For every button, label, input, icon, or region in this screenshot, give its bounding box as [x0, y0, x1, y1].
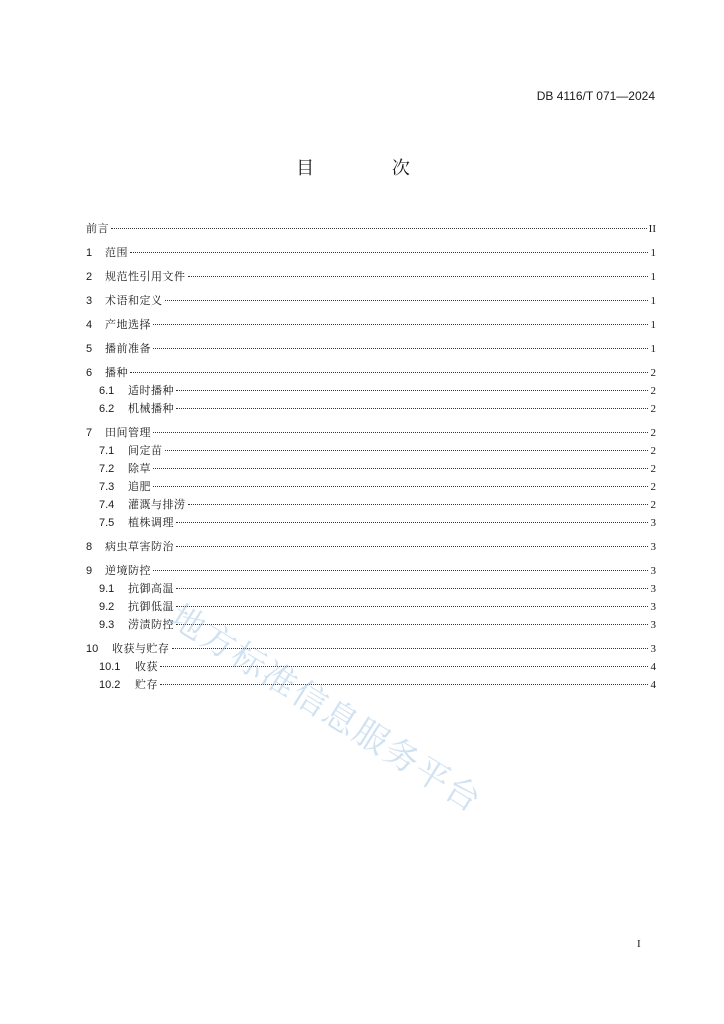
- toc-entry[interactable]: [86, 340, 656, 358]
- toc-entry-number: 7.2: [99, 463, 115, 475]
- toc-entry-number: 9.2: [99, 601, 115, 613]
- toc-dot-leader: [176, 390, 648, 391]
- toc-dot-leader: [153, 432, 648, 433]
- toc-dot-leader: [176, 588, 648, 589]
- toc-entry-page: 2: [650, 481, 656, 493]
- toc-dot-leader: [130, 252, 648, 253]
- toc-dot-leader: [111, 228, 647, 229]
- toc-entry[interactable]: [86, 562, 656, 580]
- toc-entry[interactable]: [86, 538, 656, 556]
- toc-entry[interactable]: [86, 424, 656, 442]
- toc-entry-title: 收获: [135, 660, 158, 673]
- toc-entry-page: 2: [650, 499, 656, 511]
- toc-entry-page: 2: [650, 403, 656, 415]
- toc-entry[interactable]: [86, 268, 656, 286]
- toc-entry[interactable]: [86, 478, 656, 496]
- toc-entry-number: 7.4: [99, 499, 115, 511]
- toc-entry-number: 10: [86, 643, 99, 655]
- toc-entry[interactable]: [86, 658, 656, 676]
- toc-entry-page: 4: [650, 661, 656, 673]
- toc-entry-page: 3: [650, 601, 656, 613]
- toc-entry-page: 4: [650, 679, 656, 691]
- toc-entry-number: 2: [86, 271, 93, 283]
- toc-entry-title: 产地选择: [105, 318, 151, 331]
- toc-dot-leader: [153, 486, 648, 487]
- toc-entry[interactable]: [86, 220, 656, 238]
- toc-entry-number: 9: [86, 565, 93, 577]
- toc-dot-leader: [176, 522, 648, 523]
- toc-entry-number: 9.1: [99, 583, 115, 595]
- toc-entry-page: II: [648, 223, 656, 235]
- toc-entry[interactable]: [86, 382, 656, 400]
- toc-entry-number: 10.1: [99, 661, 121, 673]
- toc-entry-page: 2: [650, 445, 656, 457]
- toc-entry-title: 逆境防控: [105, 564, 151, 577]
- toc-dot-leader: [165, 300, 649, 301]
- toc-entry-title: 范围: [105, 246, 128, 259]
- toc-entry-page: 2: [650, 463, 656, 475]
- toc-entry-title: 播前准备: [105, 342, 151, 355]
- toc-entry-number: 6.1: [99, 385, 115, 397]
- toc-entry-page: 1: [650, 319, 656, 331]
- toc-entry-page: 3: [650, 517, 656, 529]
- toc-entry[interactable]: [86, 460, 656, 478]
- toc-entry-number: 3: [86, 295, 93, 307]
- toc-entry-title: 抗御低温: [128, 600, 174, 613]
- toc-entry[interactable]: [86, 400, 656, 418]
- toc-dot-leader: [165, 450, 649, 451]
- toc-entry-title: 追肥: [128, 480, 151, 493]
- toc-entry-title: 术语和定义: [105, 294, 163, 307]
- toc-entry-number: 6: [86, 367, 93, 379]
- toc-entry-title: 适时播种: [128, 384, 174, 397]
- toc-entry-page: 1: [650, 295, 656, 307]
- toc-entry-page: 1: [650, 247, 656, 259]
- toc-dot-leader: [153, 570, 648, 571]
- toc-entry[interactable]: [86, 676, 656, 694]
- standard-code: DB 4116/T 071—2024: [536, 89, 655, 103]
- toc-entry-number: 6.2: [99, 403, 115, 415]
- toc-dot-leader: [188, 504, 649, 505]
- page-number: I: [637, 938, 641, 950]
- toc-entry-page: 3: [650, 541, 656, 553]
- toc-entry-page: 1: [650, 271, 656, 283]
- toc-entry-title: 机械播种: [128, 402, 174, 415]
- toc-entry-title: 规范性引用文件: [105, 270, 186, 283]
- toc-entry[interactable]: [86, 364, 656, 382]
- toc-entry[interactable]: [86, 244, 656, 262]
- toc-entry-title: 间定苗: [128, 444, 163, 457]
- toc-entry[interactable]: [86, 580, 656, 598]
- toc-entry-title: 除草: [128, 462, 151, 475]
- toc-entry[interactable]: [86, 598, 656, 616]
- toc-entry-number: 9.3: [99, 619, 115, 631]
- toc-title: 目 次: [296, 158, 446, 179]
- toc-entry[interactable]: [86, 640, 656, 658]
- toc-entry-title: 前言: [86, 222, 109, 235]
- toc-dot-leader: [176, 624, 648, 625]
- toc-entry[interactable]: [86, 496, 656, 514]
- toc-entry[interactable]: [86, 616, 656, 634]
- toc-entry-number: 7: [86, 427, 93, 439]
- toc-entry-page: 2: [650, 385, 656, 397]
- toc-entry-number: 7.3: [99, 481, 115, 493]
- toc-entry-page: 2: [650, 367, 656, 379]
- watermark: 地方标准信息服务平台: [162, 596, 490, 822]
- toc-entry-title: 灌溉与排涝: [128, 498, 186, 511]
- toc-entry-title: 涝渍防控: [128, 618, 174, 631]
- toc-entry-number: 5: [86, 343, 93, 355]
- toc-entry-title: 播种: [105, 366, 128, 379]
- toc-entry-number: 10.2: [99, 679, 121, 691]
- toc-entry-number: 1: [86, 247, 93, 259]
- toc-entry-title: 贮存: [135, 678, 158, 691]
- toc-dot-leader: [130, 372, 648, 373]
- toc-dot-leader: [160, 666, 648, 667]
- toc-dot-leader: [188, 276, 649, 277]
- toc-entry-page: 1: [650, 343, 656, 355]
- toc-entry[interactable]: [86, 514, 656, 532]
- table-of-contents: [86, 220, 656, 694]
- toc-dot-leader: [176, 546, 648, 547]
- toc-dot-leader: [160, 684, 648, 685]
- toc-entry-page: 3: [650, 583, 656, 595]
- toc-entry[interactable]: [86, 316, 656, 334]
- toc-dot-leader: [153, 348, 648, 349]
- toc-entry-number: 8: [86, 541, 93, 553]
- toc-entry-page: 2: [650, 427, 656, 439]
- toc-entry-page: 3: [650, 643, 656, 655]
- toc-entry-number: 4: [86, 319, 93, 331]
- toc-entry-number: 7.5: [99, 517, 115, 529]
- toc-entry-title: 收获与贮存: [112, 642, 170, 655]
- toc-entry[interactable]: [86, 442, 656, 460]
- toc-dot-leader: [153, 324, 648, 325]
- toc-entry-title: 病虫草害防治: [105, 540, 174, 553]
- toc-entry-page: 3: [650, 565, 656, 577]
- toc-dot-leader: [176, 606, 648, 607]
- toc-dot-leader: [172, 648, 649, 649]
- toc-entry-title: 植株调理: [128, 516, 174, 529]
- toc-entry-title: 抗御高温: [128, 582, 174, 595]
- toc-entry[interactable]: [86, 292, 656, 310]
- toc-dot-leader: [153, 468, 648, 469]
- toc-dot-leader: [176, 408, 648, 409]
- toc-entry-title: 田间管理: [105, 426, 151, 439]
- toc-entry-number: 7.1: [99, 445, 115, 457]
- toc-entry-page: 3: [650, 619, 656, 631]
